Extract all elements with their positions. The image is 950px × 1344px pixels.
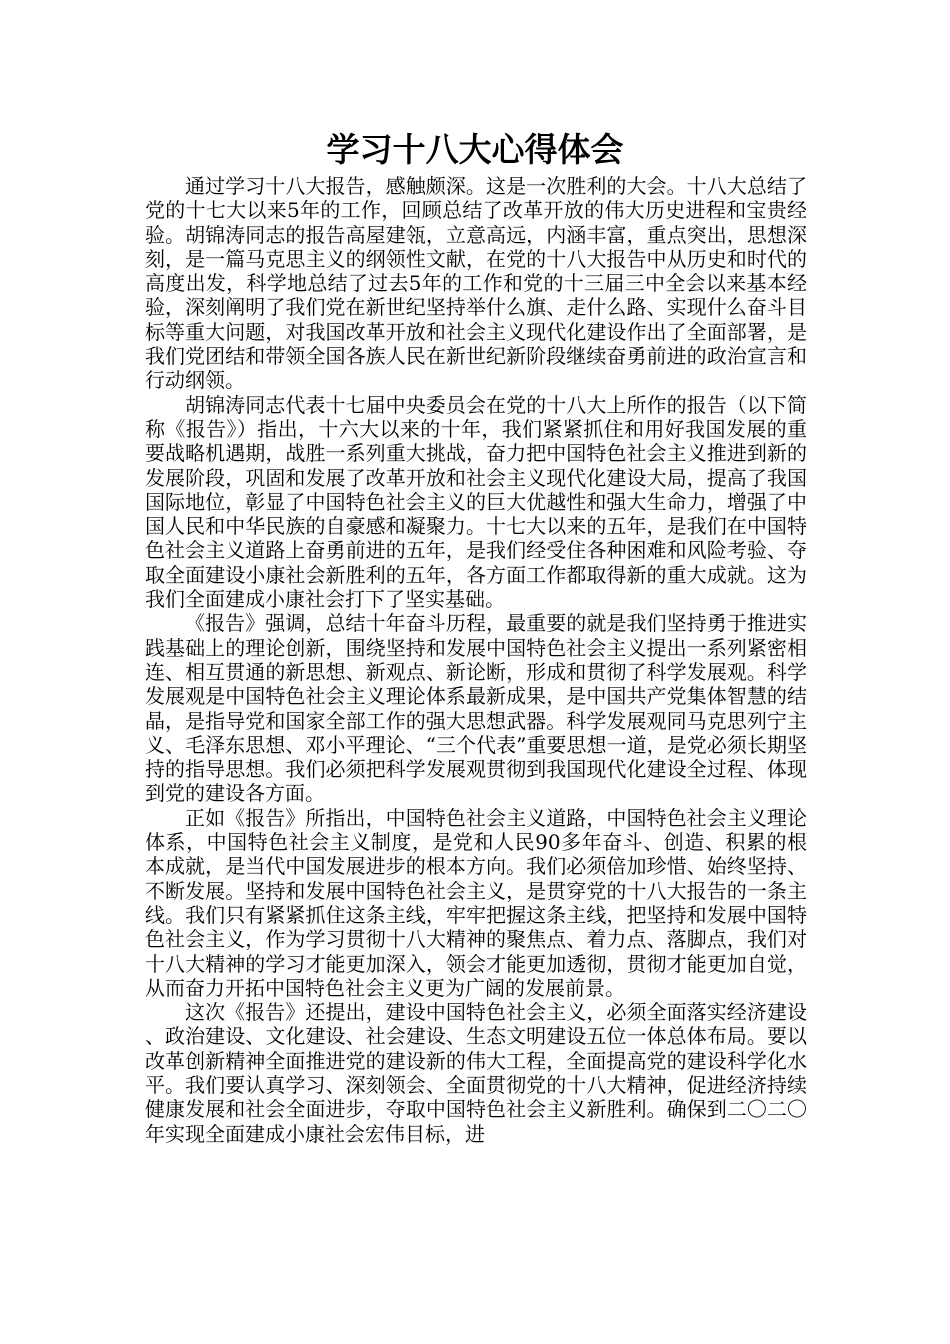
paragraph-5: 这次《报告》还提出，建设中国特色社会主义，必须全面落实经济建设、政治建设、文化建设、社会建设、生态文明建设五位一体总体布局。要以改革创新精神全面推进党的建设新的伟大工程，全面提高党的建设科学化水平。我们要认真学习、深刻领会、全面贯彻党的十八大精神，促进经济持续健康发展和社会全面进步，夺取中国特色社会主义新胜利。确保到二〇二〇年实现全面建成小康社会宏伟目标，进 <box>145 1000 807 1146</box>
paragraph-3: 《报告》强调，总结十年奋斗历程，最重要的就是我们坚持勇于推进实践基础上的理论创新，围绕坚持和发展中国特色社会主义提出一系列紧密相连、相互贯通的新思想、新观点、新论断，形成和贯彻了科学发展观。科学发展观是中国特色社会主义理论体系最新成果，是中国共产党集体智慧的结晶，是指导党和国家全部工作的强大思想武器。科学发展观同马克思列宁主义、毛泽东思想、邓小平理论、“三个代表”重要思想一道，是党必须长期坚持的指导思想。我们必须把科学发展观贯彻到我国现代化建设全过程、体现到党的建设各方面。 <box>145 611 807 806</box>
document-title: 学习十八大心得体会 <box>326 130 624 169</box>
document-body <box>145 174 807 1146</box>
paragraph-4: 正如《报告》所指出，中国特色社会主义道路，中国特色社会主义理论体系，中国特色社会主义制度，是党和人民90多年奋斗、创造、积累的根本成就，是当代中国发展进步的根本方向。我们必须倍加珍惜、始终坚持、不断发展。坚持和发展中国特色社会主义，是贯穿党的十八大报告的一条主线。我们只有紧紧抓住这条主线，牢牢把握这条主线，把坚持和发展中国特色社会主义，作为学习贯彻十八大精神的聚焦点、着力点、落脚点，我们对十八大精神的学习才能更加深入，领会才能更加透彻，贯彻才能更加自觉，从而奋力开拓中国特色社会主义更为广阔的发展前景。 <box>145 805 807 1000</box>
paragraph-1: 通过学习十八大报告，感触颇深。这是一次胜利的大会。十八大总结了党的十七大以来5年的工作，回顾总结了改革开放的伟大历史进程和宝贵经验。胡锦涛同志的报告高屋建瓴，立意高远，内涵丰富，重点突出，思想深刻，是一篇马克思主义的纲领性文献，在党的十八大报告中从历史和时代的高度出发，科学地总结了过去5年的工作和党的十三届三中全会以来基本经验，深刻阐明了我们党在新世纪坚持举什么旗、走什么路、实现什么奋斗目标等重大问题，对我国改革开放和社会主义现代化建设作出了全面部署，是我们党团结和带领全国各族人民在新世纪新阶段继续奋勇前进的政治宣言和行动纲领。 <box>145 174 807 393</box>
paragraph-2: 胡锦涛同志代表十七届中央委员会在党的十八大上所作的报告（以下简称《报告》）指出，十六大以来的十年，我们紧紧抓住和用好我国发展的重要战略机遇期，战胜一系列重大挑战，奋力把中国特色社会主义推进到新的发展阶段，巩固和发展了改革开放和社会主义现代化建设大局，提高了我国国际地位，彰显了中国特色社会主义的巨大优越性和强大生命力，增强了中国人民和中华民族的自豪感和凝聚力。十七大以来的五年，是我们在中国特色社会主义道路上奋勇前进的五年，是我们经受住各种困难和风险考验、夺取全面建设小康社会新胜利的五年，各方面工作都取得新的重大成就。这为我们全面建成小康社会打下了坚实基础。 <box>145 392 807 612</box>
